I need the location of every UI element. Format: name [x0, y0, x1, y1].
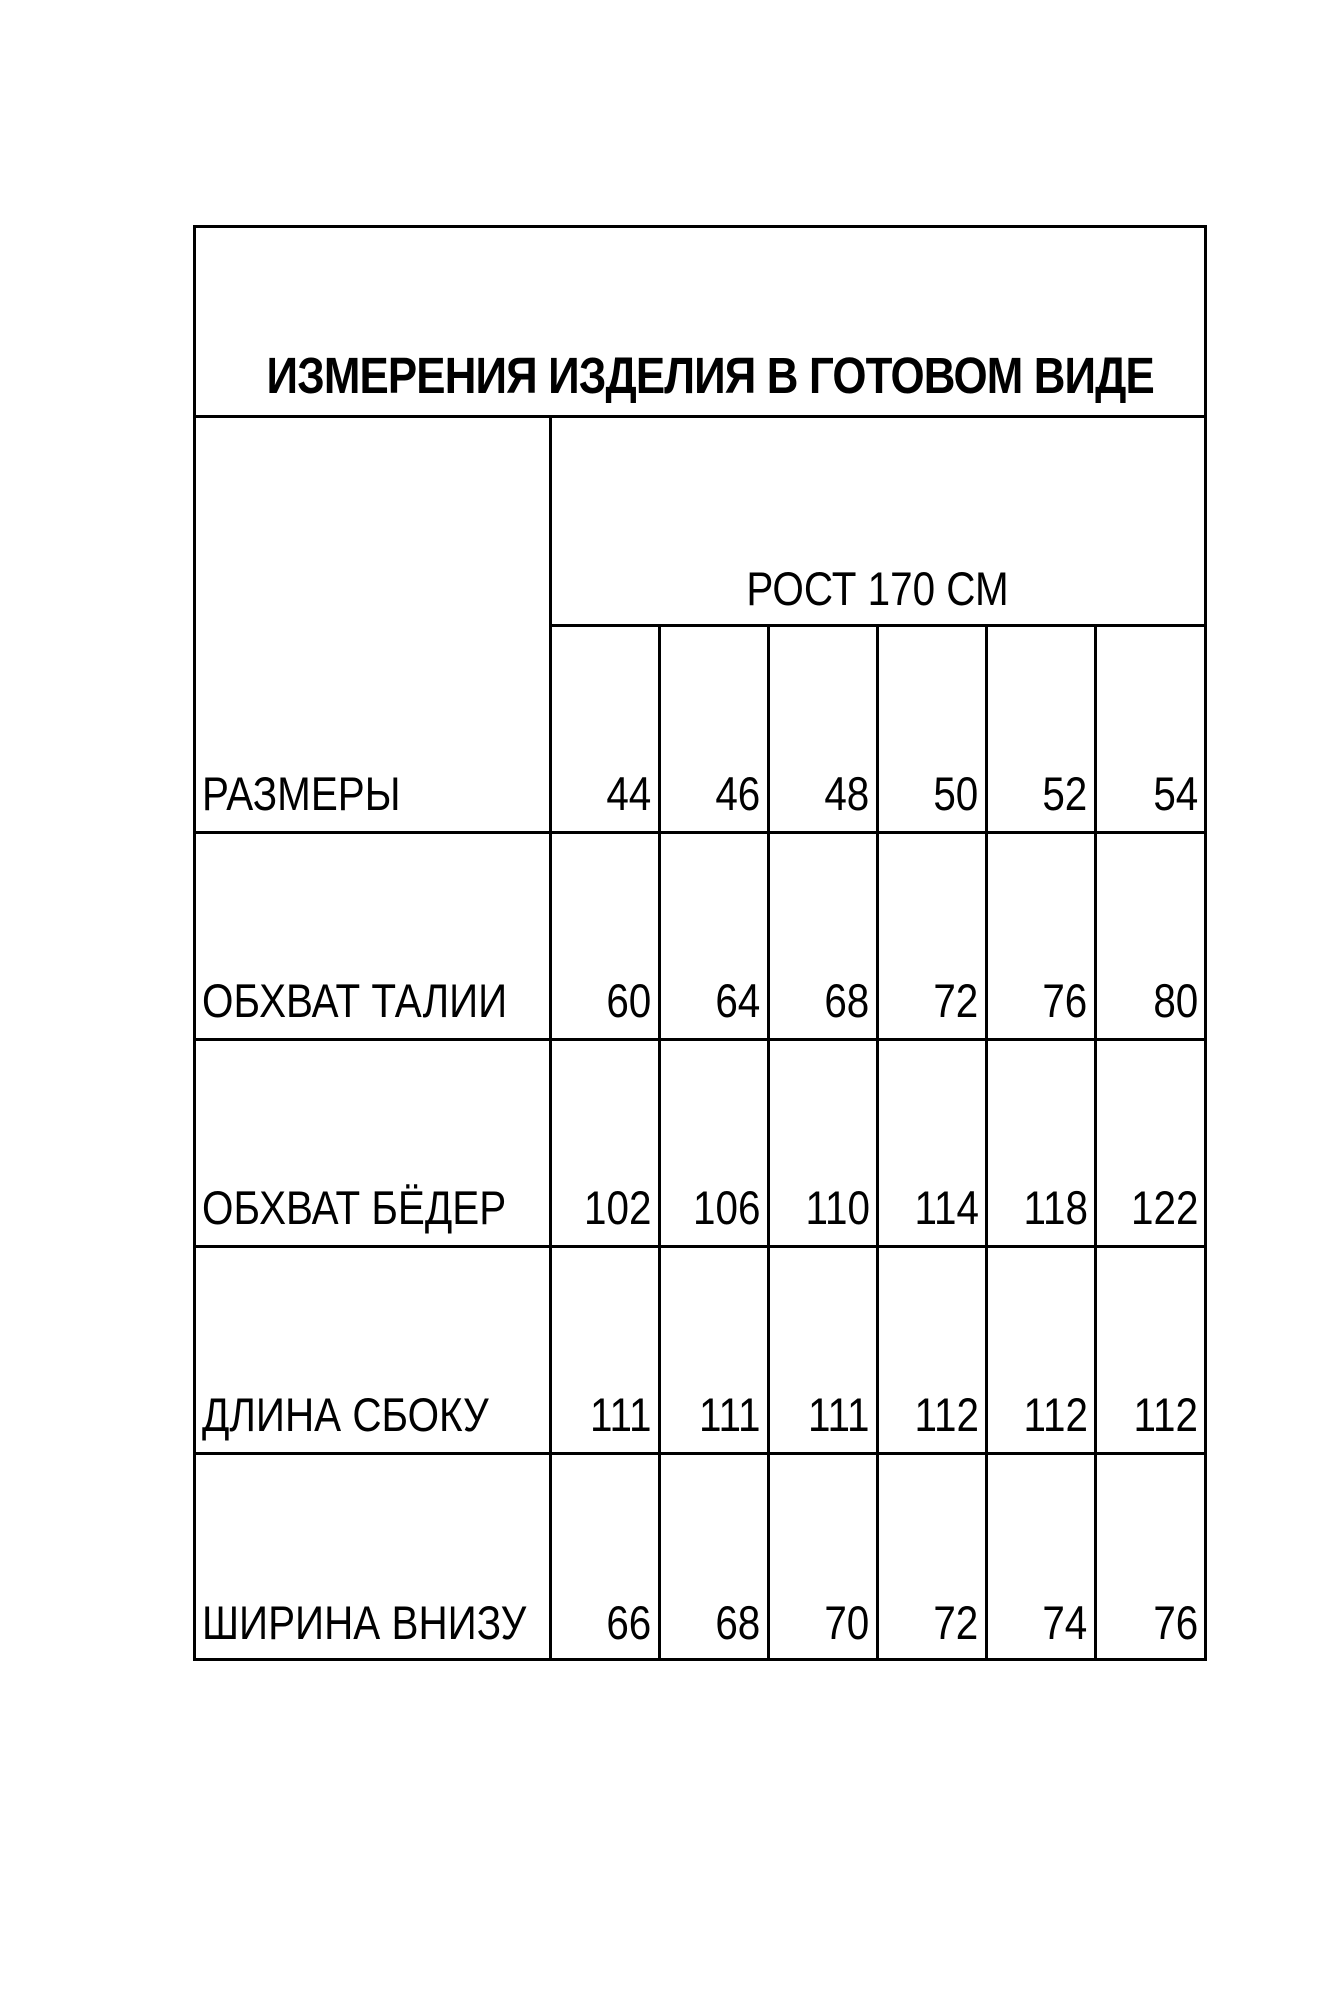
- value-cell: 111: [550, 1246, 659, 1453]
- value-cell: 106: [659, 1039, 768, 1246]
- value-cell: 80: [1095, 832, 1204, 1039]
- row-label-cell: ОБХВАТ БЁДЕР: [196, 1039, 550, 1246]
- value-cell: 52: [986, 625, 1095, 832]
- value-cell: 54: [1095, 625, 1204, 832]
- measurement-table: [193, 225, 1207, 1661]
- value-cell: 72: [877, 1453, 986, 1660]
- value-cell: 110: [768, 1039, 877, 1246]
- row-label-cell: ДЛИНА СБОКУ: [196, 1246, 550, 1453]
- value-cell: 50: [877, 625, 986, 832]
- value-cell: 46: [659, 625, 768, 832]
- value-cell: 112: [986, 1246, 1095, 1453]
- value-cell: 74: [986, 1453, 1095, 1660]
- value-cell: 72: [877, 832, 986, 1039]
- table-row: [196, 1039, 1204, 1246]
- row-label-cell: [196, 418, 550, 832]
- value-cell: 112: [877, 1246, 986, 1453]
- table-row: [196, 1453, 1204, 1660]
- value-cell: 122: [1095, 1039, 1204, 1246]
- value-cell: 102: [550, 1039, 659, 1246]
- size-grid: [196, 418, 1204, 1660]
- row-label-cell: ШИРИНА ВНИЗУ: [196, 1453, 550, 1660]
- value-cell: 114: [877, 1039, 986, 1246]
- value-cell: 76: [1095, 1453, 1204, 1660]
- table-title: ИЗМЕРЕНИЯ ИЗДЕЛИЯ В ГОТОВОМ ВИДЕ: [266, 347, 1154, 404]
- value-cell: 60: [550, 832, 659, 1039]
- value-cell: 111: [768, 1246, 877, 1453]
- value-cell: 70: [768, 1453, 877, 1660]
- table-row: [196, 832, 1204, 1039]
- value-cell: 76: [986, 832, 1095, 1039]
- title-row: [196, 228, 1204, 418]
- row-label: РАЗМЕРЫ: [202, 766, 401, 820]
- row-label-cell: ОБХВАТ ТАЛИИ: [196, 832, 550, 1039]
- height-cell: [550, 418, 1204, 625]
- value-cell: 68: [768, 832, 877, 1039]
- value-cell: 111: [659, 1246, 768, 1453]
- value-cell: 66: [550, 1453, 659, 1660]
- value-cell: 68: [659, 1453, 768, 1660]
- value-cell: 118: [986, 1039, 1095, 1246]
- header-row: [196, 418, 1204, 625]
- value-cell: 48: [768, 625, 877, 832]
- value-cell: 64: [659, 832, 768, 1039]
- value-cell: 44: [550, 625, 659, 832]
- height-label: РОСТ 170 СМ: [746, 561, 1009, 615]
- value-cell: 112: [1095, 1246, 1204, 1453]
- table-row: [196, 1246, 1204, 1453]
